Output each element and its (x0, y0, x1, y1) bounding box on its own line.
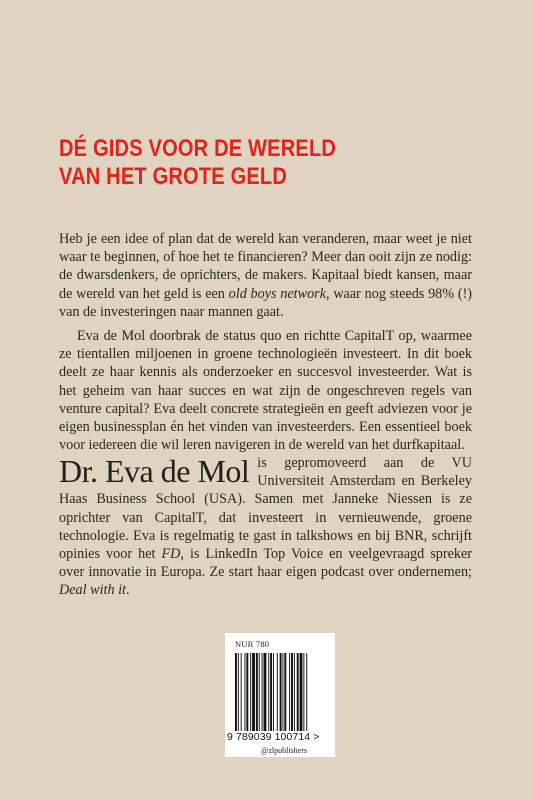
barcode-icon (235, 653, 327, 731)
author-name: Dr. Eva de Mol (59, 453, 250, 489)
blurb-text: Heb je een idee of plan dat de wereld kan veranderen, maar weet je niet waar te beginnen, of hoe het te financieren? Meer dan ooit zijn ze nodig: de dwarsdenkers, de oprichters, de makers. Kapitaal biedt kansen, maar de wereld van het geld is een (59, 231, 472, 302)
blurb-emphasis: old boys network (228, 285, 327, 302)
blurb-text: , waar nog steeds 98% (!) van de investeringen naar mannen gaat. (59, 285, 473, 320)
nur-code: NUR 780 (235, 639, 270, 649)
blurb-paragraph-1 (59, 230, 472, 321)
headline-line-1: DÉ GIDS VOOR DE WERELD (59, 135, 337, 162)
author-bio (59, 454, 472, 600)
bio-emphasis: Deal with it (59, 582, 126, 599)
bio-text-part: , is LinkedIn Top Voice en veelgevraagd spreker over innovatie in Europa. Ze start haar eigen podcast over ondernemen; (59, 546, 472, 581)
isbn-number: 9 789039 100714 > (227, 731, 320, 743)
bio-text-part: is gepromoveerd aan de VU Universiteit Amsterdam en Berkeley Haas Business School (USA). Samen met Janneke Niessen is ze oprichter van CapitalT, dat investeert in vernieuwende, groene technologie. Eva is regelmatig te gast in talkshows en bij BNR, schrijft opinies voor het (59, 455, 472, 563)
cover-headline (59, 135, 412, 191)
headline-line-2: VAN HET GROTE GELD (59, 163, 288, 190)
blurb-paragraph-2: Eva de Mol doorbrak de status quo en richtte CapitalT op, waarmee ze tientallen miljoenen in groene technologieën investeert. In dit boek deelt ze haar kennis als onderzoeker en succesvol investeerder. Wat is het geheim van haar succes en wat zijn de ongeschreven regels van venture capital? Eva deelt concrete strategieën en geeft adviezen voor je eigen businessplan én het vinden van investeerders. Een essentieel boek voor iedereen die wil leren navigeren in de wereld van het durfkapitaal. (59, 328, 472, 454)
blurb (59, 230, 472, 454)
bio-emphasis: FD (161, 546, 181, 563)
bio-text-part: . (126, 582, 130, 599)
publisher-handle: @zlpublishers (260, 746, 308, 755)
barcode-panel (225, 633, 335, 757)
